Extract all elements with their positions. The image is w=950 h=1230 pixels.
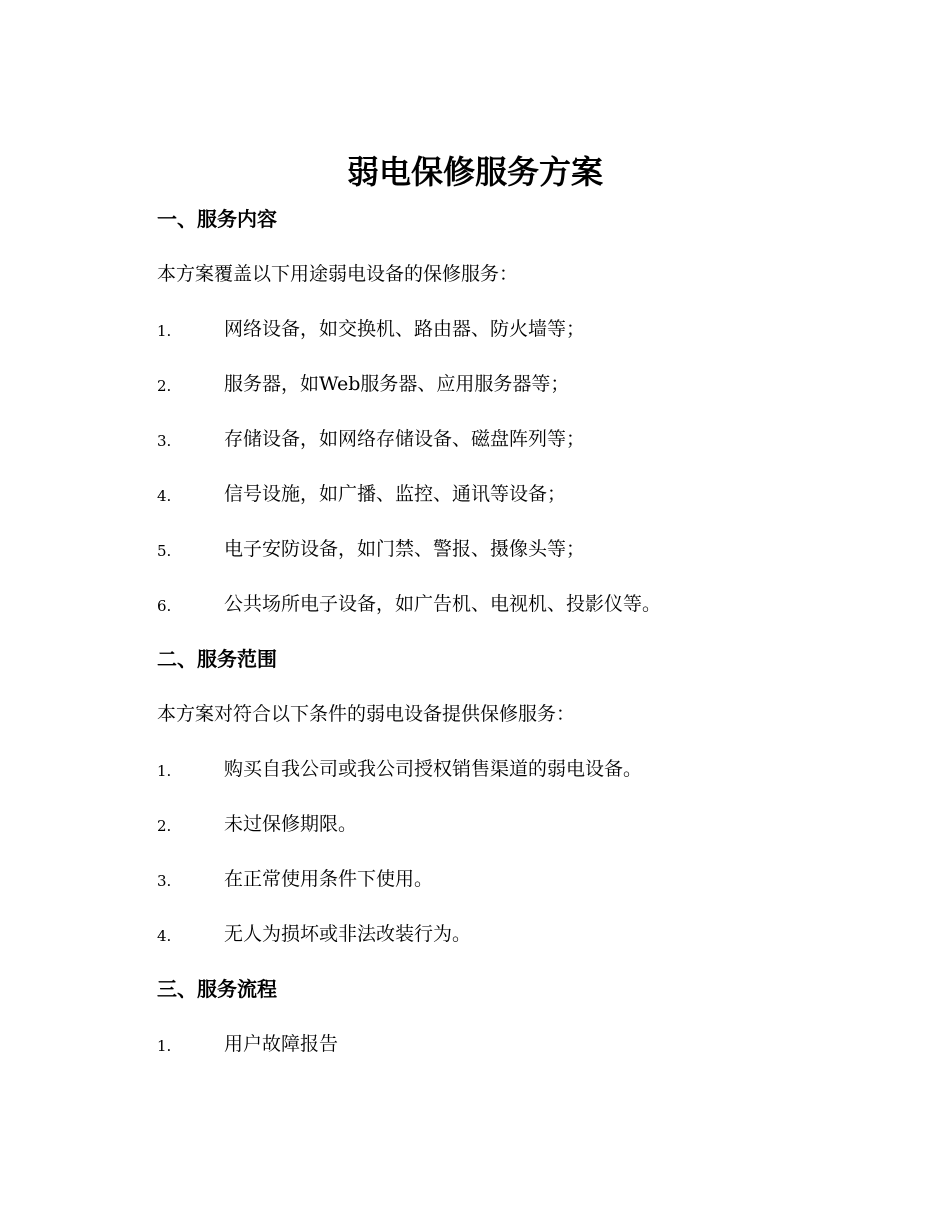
document-title: 弱电保修服务方案 (346, 153, 603, 191)
list-item-text: 未过保修期限。 (224, 813, 358, 835)
list-item-text: 用户故障报告 (224, 1033, 339, 1055)
list-item-text: 信号设施，如广播、监控、通讯等设备； (224, 483, 567, 505)
list-item-text: 服务器，如Web服务器、应用服务器等； (224, 373, 570, 395)
list-item-number: 2. (157, 817, 172, 835)
list-item (157, 755, 797, 783)
list-item-text: 电子安防设备，如门禁、警报、摄像头等； (224, 538, 586, 560)
section-intro: 本方案覆盖以下用途弱电设备的保修服务： (157, 263, 519, 285)
list-item-text: 无人为损坏或非法改装行为。 (224, 923, 472, 945)
list-item-number: 2. (157, 377, 172, 395)
list-item (157, 1030, 797, 1058)
list-item (157, 370, 797, 398)
list-item (157, 920, 797, 948)
list-item-number: 4. (157, 487, 172, 505)
list-item-number: 1. (157, 322, 172, 340)
list-item-text: 网络设备，如交换机、路由器、防火墙等； (224, 318, 586, 340)
list-item (157, 865, 797, 893)
list-item-number: 4. (157, 927, 172, 945)
list-item (157, 535, 797, 563)
list-item-number: 5. (157, 542, 172, 560)
list-item-text: 公共场所电子设备，如广告机、电视机、投影仪等。 (224, 593, 662, 615)
section-heading-service-scope: 二、服务范围 (157, 647, 277, 671)
list-item-number: 6. (157, 597, 172, 615)
list-item (157, 315, 797, 343)
list-item-number: 1. (157, 762, 172, 780)
list-item-text: 存储设备，如网络存储设备、磁盘阵列等； (224, 428, 586, 450)
section-heading-service-process: 三、服务流程 (157, 977, 277, 1001)
list-item-text: 购买自我公司或我公司授权销售渠道的弱电设备。 (224, 758, 643, 780)
section-intro: 本方案对符合以下条件的弱电设备提供保修服务： (157, 703, 576, 725)
list-item-number: 3. (157, 432, 172, 450)
list-item-text: 在正常使用条件下使用。 (224, 868, 434, 890)
list-item (157, 590, 797, 618)
list-item (157, 480, 797, 508)
list-item (157, 810, 797, 838)
list-item-number: 1. (157, 1037, 172, 1055)
section-heading-service-content: 一、服务内容 (157, 207, 277, 231)
list-item (157, 425, 797, 453)
list-item-number: 3. (157, 872, 172, 890)
